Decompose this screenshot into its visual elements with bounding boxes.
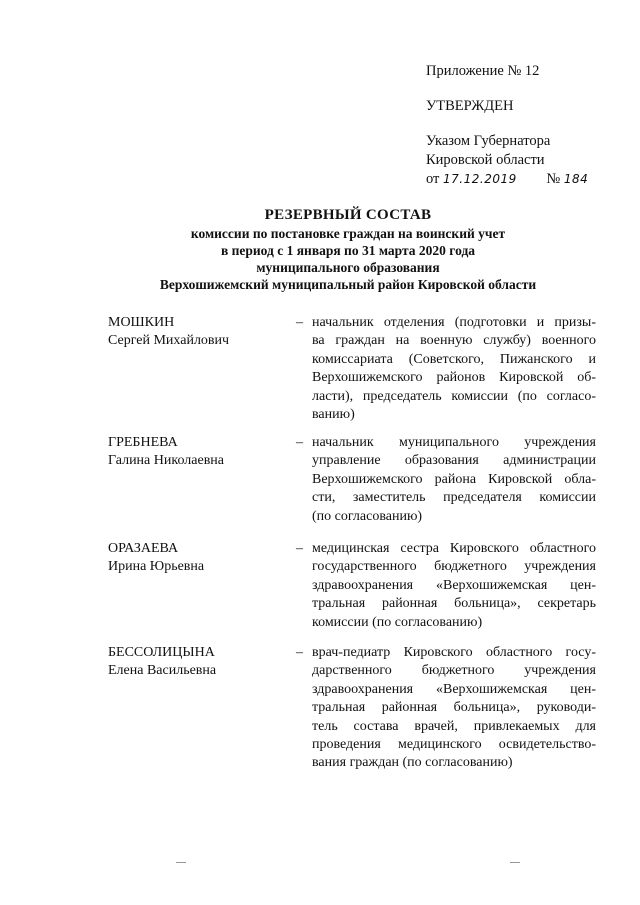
scan-mark [176,862,186,863]
member-surname: БЕССОЛИЦЫНА [108,645,215,660]
member-role [312,540,596,632]
document-title [100,205,596,293]
title-main: РЕЗЕРВНЫЙ СОСТАВ [264,207,432,223]
scan-mark [510,862,520,863]
title-line-5: Верхошижемский муниципальный район Кировской области [159,277,537,292]
role-line: врач-педиатр Кировского областного госу- [312,645,596,660]
role-line: сти, заместитель председателя комиссии [312,490,596,506]
role-line: Верхошижемского районов Кировской об- [312,370,596,386]
member-role [312,644,596,773]
role-line: ва граждан на военную службу) военного [312,333,596,349]
member-given-names: Сергей Михайлович [108,333,230,349]
role-line: комиссии (по согласованию) [312,614,483,630]
role-line: начальник муниципального учреждения [312,435,596,450]
role-line: комиссариата (Советского, Пижанского и [312,351,596,367]
member-surname: МОШКИН [108,315,175,330]
decree-date-line [426,170,588,189]
member-dash: – [296,435,303,450]
role-line: тральная районная больница», руководи- [312,700,596,716]
role-line: проведения медицинского освидетельство- [312,737,596,753]
approved-label: УТВЕРЖДЕН [426,98,514,114]
role-line: здравоохранения «Верхошижемская цен- [312,681,596,697]
date-prefix: от [426,171,440,187]
title-line-2: комиссии по постановке граждан на воинский учет [190,226,506,241]
member-role [312,314,596,424]
title-line-3: в период с 1 января по 31 марта 2020 года [220,243,476,258]
role-line: (по согласованию) [312,508,423,524]
role-line: ласти), председатель комиссии (по согласо- [312,388,596,404]
handwritten-number: 184 [563,172,589,186]
role-line: управление образования администрации [312,453,596,469]
role-line: вания граждан (по согласованию) [312,755,513,771]
member-given-names: Галина Николаевна [108,453,225,469]
role-line: Верхошижемского района Кировской обла- [312,471,596,487]
member-name [108,434,288,471]
member-given-names: Ирина Юрьевна [108,559,205,575]
role-line: государственного бюджетного учреждения [312,559,596,575]
role-line: ванию) [312,407,355,423]
title-line-4: муниципального образования [256,260,440,275]
member-name [108,314,288,351]
decree-line-2: Кировской области [426,152,545,168]
member-name [108,540,288,577]
decree-line-1: Указом Губернатора [426,133,551,149]
member-dash: – [296,541,303,556]
member-dash: – [296,645,303,660]
number-prefix: № [546,171,561,187]
member-surname: ГРЕБНЕВА [108,435,178,450]
appendix-number: Приложение № 12 [426,63,540,79]
member-surname: ОРАЗАЕВА [108,541,179,556]
role-line: здравоохранения «Верхошижемская цен- [312,577,596,593]
member-role [312,434,596,526]
role-line: тель состава врачей, привлекаемых для [312,718,596,734]
member-given-names: Елена Васильевна [108,663,217,679]
role-line: тральная районная больница», секретарь [312,596,596,612]
role-line: дарственного бюджетного учреждения [312,663,596,679]
member-dash: – [296,315,303,330]
role-line: медицинская сестра Кировского областного [312,541,596,556]
member-name [108,644,288,681]
role-line: начальник отделения (подготовки и призы- [312,315,596,330]
approval-block [426,62,588,189]
handwritten-date: 17.12.2019 [443,172,517,186]
